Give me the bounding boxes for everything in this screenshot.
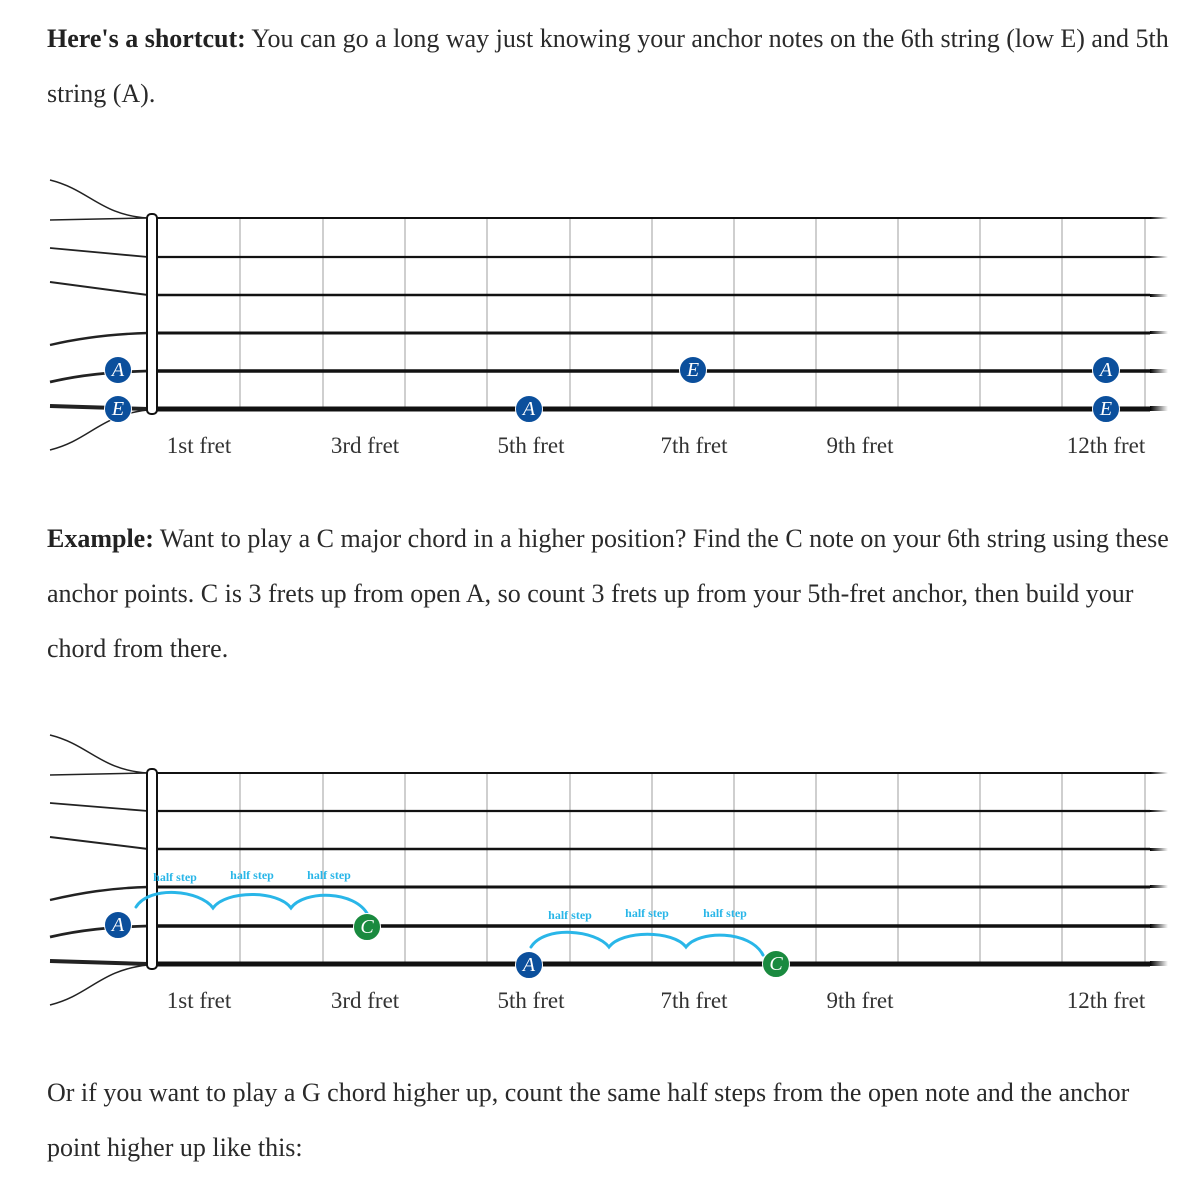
note-a-12th-fret-5th-string: A [1092,356,1120,384]
fretboard-diagram-c-note-half-steps [0,725,1200,1025]
intro-paragraph [47,11,1177,121]
fret-label-7th: 7th fret [660,433,728,458]
outro-text: Or if you want to play a G chord higher up, count the same half steps from the open note and the anchor point higher up like this: [47,1078,1130,1162]
example-text: Want to play a C major chord in a higher position? Find the C note on your 6th string using these anchor points. C is 3 frets up from open A, so count 3 frets up from your 5th-fret anchor, then build your chord from there. [47,524,1169,663]
fretboard-diagram-anchor-notes [0,170,1200,470]
note-a-open-5th-string: A [104,911,132,939]
example-paragraph [47,511,1177,676]
note-c-3rd-fret-5th-string: C [353,913,381,941]
fret-label-12th: 12th fret [1066,988,1146,1013]
fret-label-1st: 1st fret [166,988,232,1013]
fret-label-9th: 9th fret [826,433,894,458]
fret-label-7th: 7th fret [660,988,728,1013]
outro-paragraph [47,1065,1177,1175]
note-c-8th-fret-6th-string: C [762,950,790,978]
half-step-braces-group-1 [136,892,368,915]
fret-label-9th: 9th fret [826,988,894,1013]
note-e-12th-fret-6th-string: E [1092,395,1120,423]
note-a-open-5th-string: A [104,356,132,384]
fret-label-3rd: 3rd fret [330,988,400,1013]
fret-label-5th: 5th fret [497,988,565,1013]
intro-bold-lead: Here's a shortcut: [47,24,246,53]
half-step-label: half step [230,868,274,882]
fret-label-5th: 5th fret [497,433,565,458]
intro-text: You can go a long way just knowing your anchor notes on the 6th string (low E) and 5th string (A). [47,24,1169,108]
fret-label-3rd: 3rd fret [330,433,400,458]
half-step-label: half step [153,870,197,884]
half-step-label: half step [703,906,747,920]
note-a-5th-fret-6th-string: A [515,951,543,979]
note-e-open-6th-string: E [104,395,132,423]
fret-label-12th: 12th fret [1066,433,1146,458]
note-a-5th-fret-6th-string: A [515,395,543,423]
example-bold-lead: Example: [47,524,154,553]
half-step-label: half step [625,906,669,920]
half-step-label: half step [307,868,351,882]
half-step-braces-group-2 [531,932,763,955]
note-e-7th-fret-5th-string: E [679,356,707,384]
fretboard-graphic [0,170,1200,470]
fret-label-1st: 1st fret [166,433,232,458]
half-step-label: half step [548,908,592,922]
